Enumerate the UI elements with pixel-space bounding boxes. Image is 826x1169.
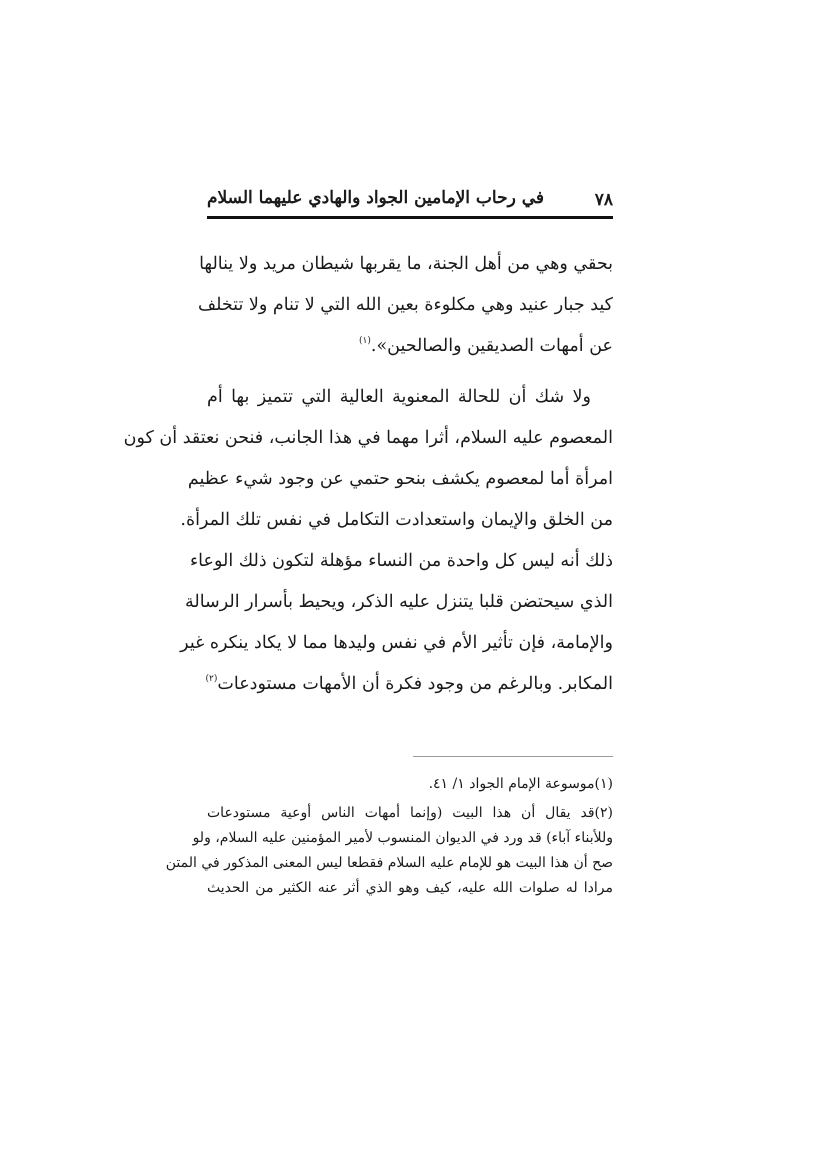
text-line: والإمامة، فإن تأثير الأم في نفس وليدها مما لا يكاد ينكره غير [180, 633, 613, 653]
page-header [207, 188, 613, 218]
running-title: في رحاب الإمامين الجواد والهادي عليهما السلام [207, 188, 545, 208]
text-line: ولا شك أن للحالة المعنوية العالية التي تتميز بها أم [207, 387, 591, 407]
text-line-content: عن أمهات الصديقين والصالحين». [370, 336, 613, 356]
text-line-content: المكابر. وبالرغم من وجود فكرة أن الأمهات مستودعات [217, 674, 613, 694]
footnote-2-line: مرادا له صلوات الله عليه، كيف وهو الذي أثر عنه الكثير من الحديث [207, 880, 613, 896]
header-rule [207, 216, 613, 219]
text-line: بحقي وهي من أهل الجنة، ما يقربها شيطان مريد ولا ينالها [199, 254, 613, 274]
text-line: المعصوم عليه السلام، أثرا مهما في هذا الجانب، فنحن نعتقد أن كون [123, 428, 613, 448]
text-line [207, 664, 613, 705]
footnote-separator [413, 756, 613, 757]
footnote-2-line: (٢)قد يقال أن هذا البيت (وإنما أمهات الناس أوعية مستودعات [207, 805, 613, 821]
body-text [123, 244, 613, 705]
text-line: الذي سيحتضن قلبا يتنزل عليه الذكر، ويحيط بأسرار الرسالة [185, 592, 613, 612]
footnote-ref-1: (١) [359, 336, 371, 346]
footnote-2-line: وللأبناء آباء) قد ورد في الديوان المنسوب لأمير المؤمنين عليه السلام، ولو [192, 830, 613, 846]
text-line [207, 326, 613, 367]
page-number: ٧٨ [594, 190, 613, 210]
text-line: ذلك أنه ليس كل واحدة من النساء مؤهلة لتكون ذلك الوعاء [189, 551, 613, 571]
text-line: من الخلق والإيمان واستعدادت التكامل في نفس تلك المرأة. [180, 510, 613, 530]
text-line: كيد جبار عنيد وهي مكلوءة بعين الله التي لا تنام ولا تتخلف [197, 295, 613, 315]
text-line: امرأة أما لمعصوم يكشف بنحو حتمي عن وجود شيء عظيم [187, 469, 613, 489]
footnote-ref-2: (٢) [205, 674, 218, 684]
footnote-2-line: صح أن هذا البيت هو للإمام عليه السلام فقطعا ليس المعنى المذكور في المتن [165, 855, 613, 871]
footnotes [165, 772, 613, 901]
footnote-1: (١)موسوعة الإمام الجواد ١/ ٤١. [428, 776, 613, 792]
paragraph-gap [207, 367, 613, 377]
